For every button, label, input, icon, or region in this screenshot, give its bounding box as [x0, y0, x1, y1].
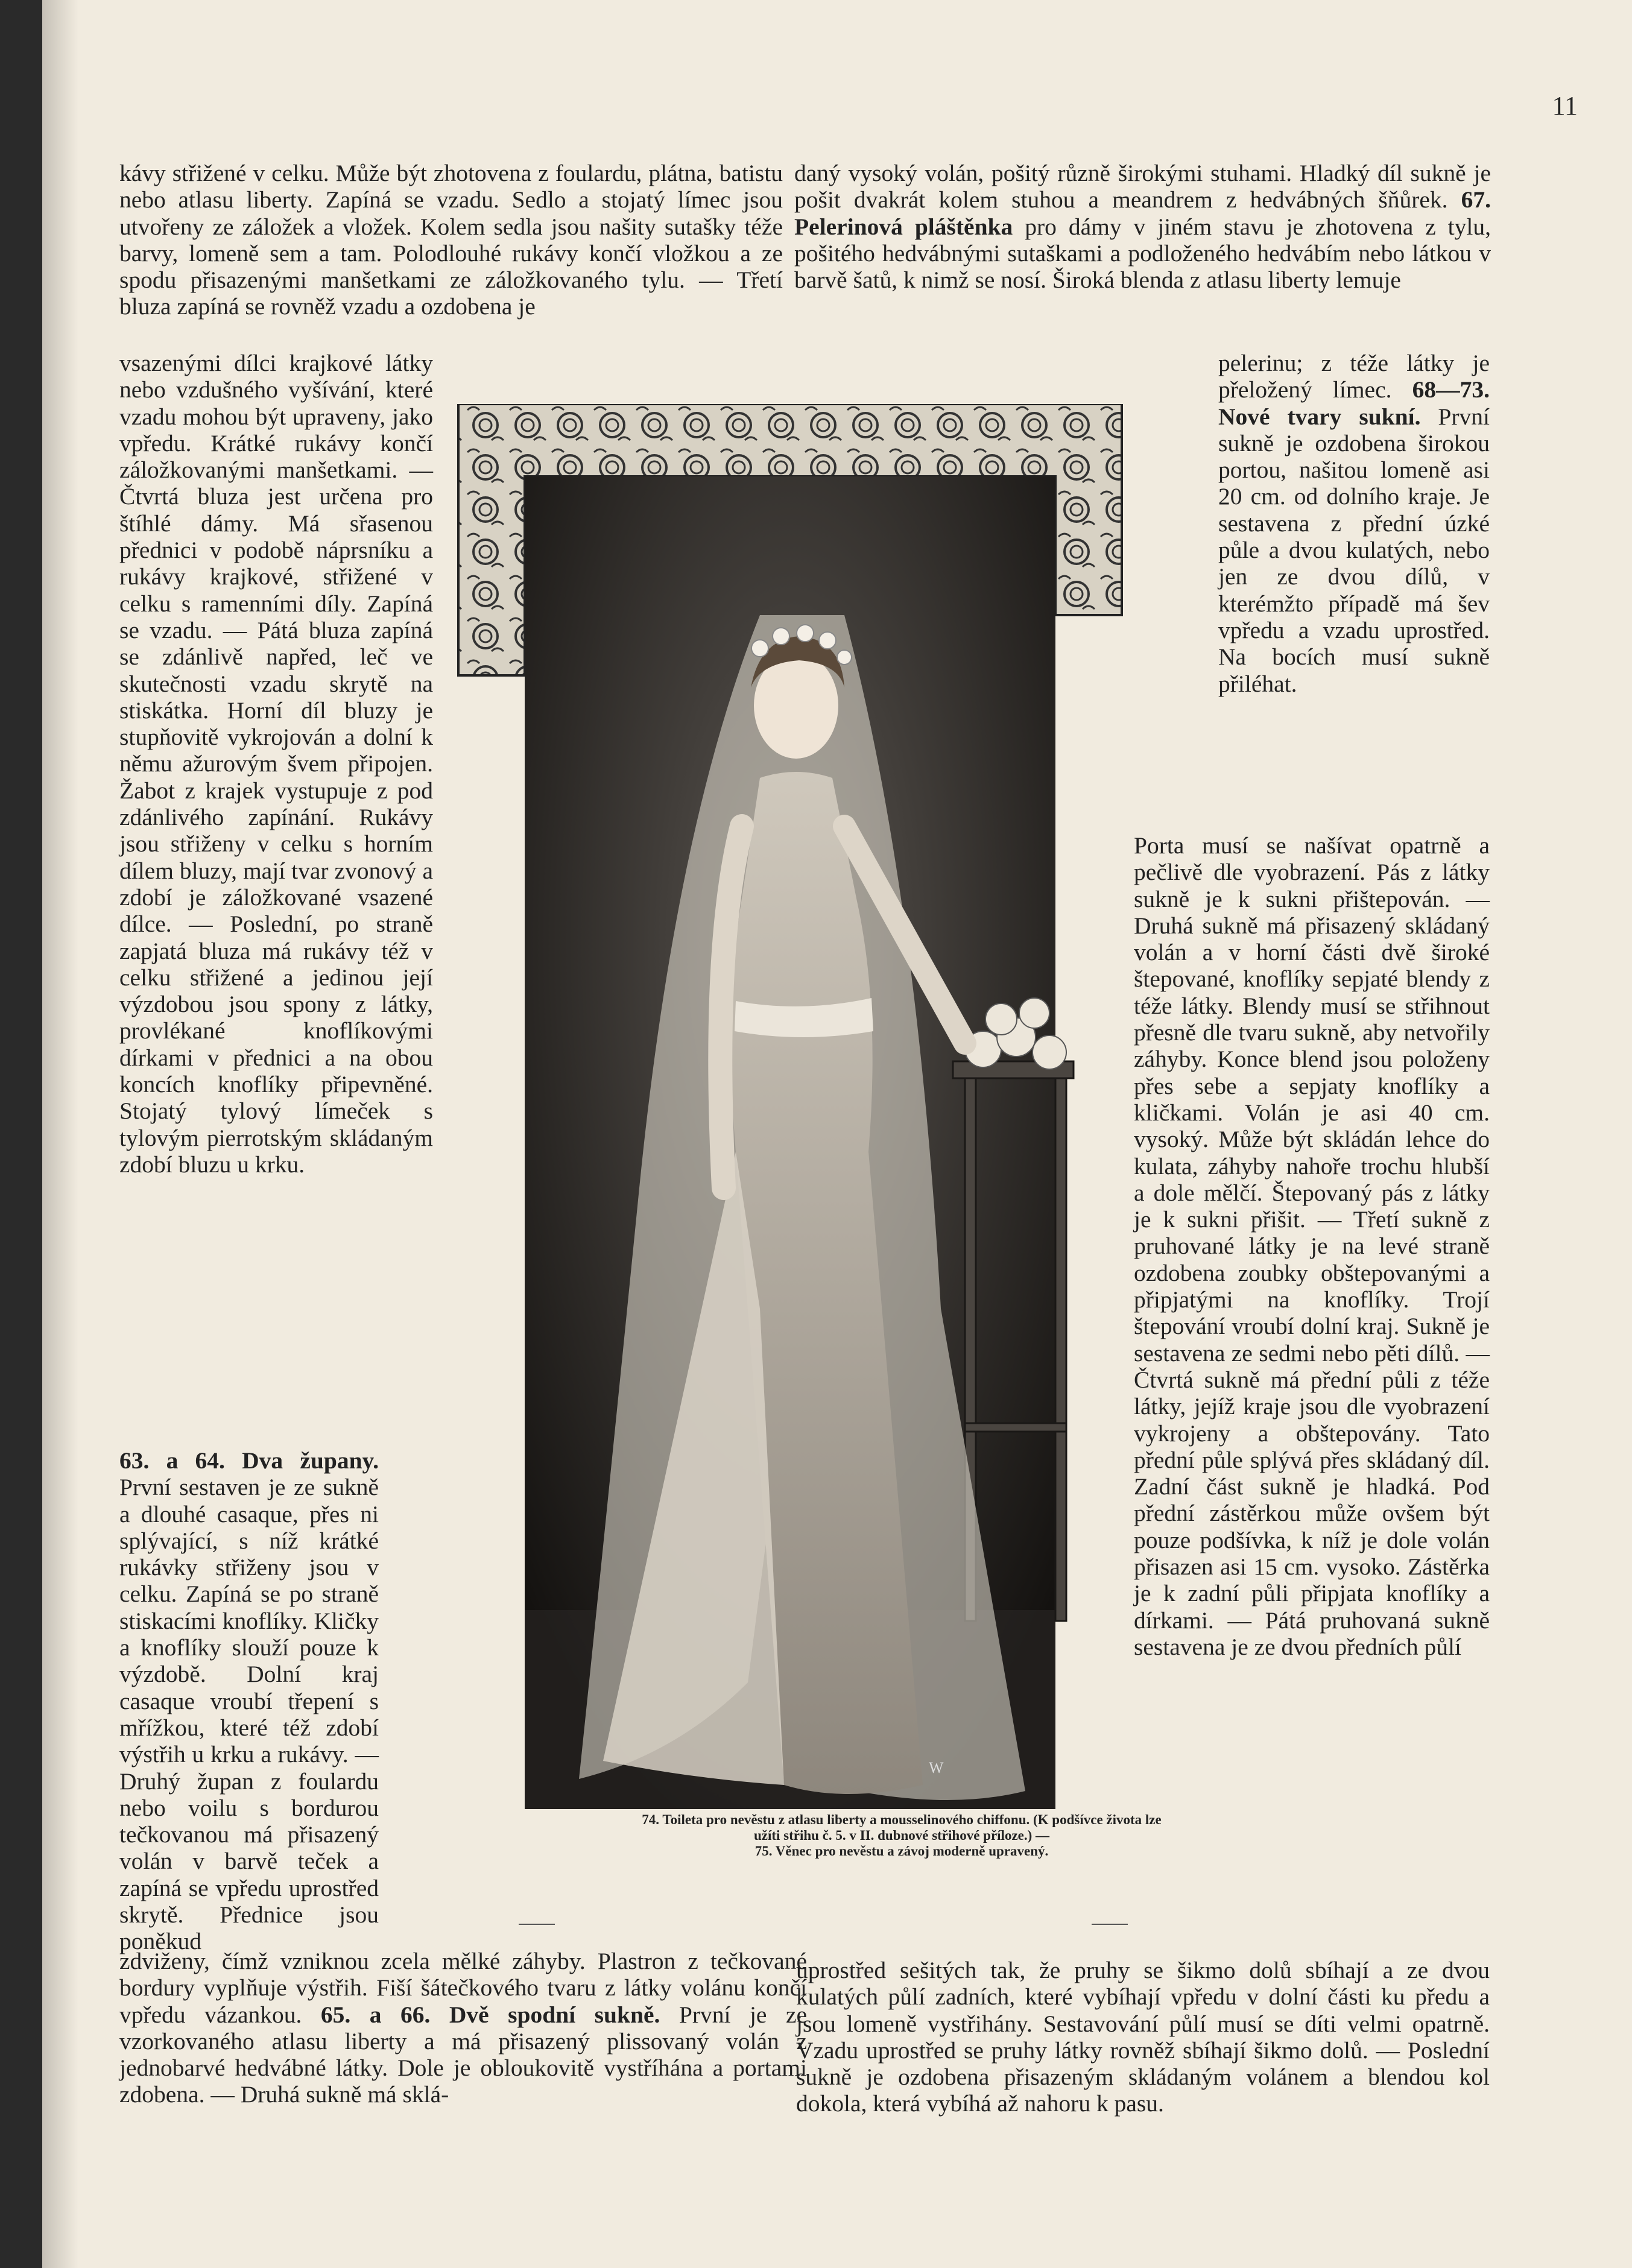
right-column-bottom-text: uprostřed sešitých tak, že pruhy se šikmo dolů sbíhají a ze dvou kulatých půlí zadních, které vybíhají vpředu v dolní části ku předu a jsou lomeně vystřihány. Sestavování půlí musí se díti velmi opatrně. Vzadu uprostřed se pruhy látky rovněž sbíhají šikmo dolů. — Poslední sukně je ozdobena přisazeným skládaným volánem a blendou kol dokola, která vybíhá až nahoru k pasu.: [796, 1957, 1490, 2117]
text-68: První sukně je ozdobena širokou portou, našitou lomeně asi 20 cm. od dolního kraje. Je sestavena z přední úzké půle a dvou kulatých, nebo jen ze dvou dílů, v kterémžto případě má šev vpředu a vzadu uprostřed. Na bocích musí sukně přiléhat.: [1218, 403, 1490, 697]
text-67: pro dámy v jiném stavu je zhotovena z tylu, pošitého hedvábnými sutaškami a podloženého hedvábím nebo látkou v barvě šatů, k nimž se nosí. Široká blenda z atlasu liberty lemuje: [794, 213, 1491, 294]
magazine-page: [42, 0, 1632, 2268]
caption-rule-left: [519, 1924, 555, 1925]
left-bottom-text: zdviženy, čímž vzniknou zcela mělké záhyby. Plastron z tečkované bordury vyplňuje výstřih. Fiší šátečkového tvaru z látky volánu končí vpředu vázankou.: [119, 1948, 807, 2028]
left-column-bottom-text: [119, 1948, 807, 2108]
left-column-middle-text: vsazenými dílci krajkové látky nebo vzdušného vyšívání, které vzadu mohou být upraveny, jako vpředu. Krátké rukávy končí záložkovanými manšetkami. — Čtvrtá bluza jest určena pro štíhlé dámy. Má sřasenou přednici v podobě náprsníku a rukávy krajkové, střižené v celku s ramenními díly. Zapíná se vzadu. — Pátá bluza zapíná se zdánlivě napřed, leč ve skutečnosti vzadu skrytě na stiskátka. Horní díl bluzy je stupňovitě vykrojován a dolní k němu ažurovým švem připojen. Žabot z krajek vystupuje z pod zdánlivého zapínání. Rukávy jsou střiženy v celku s horním dílem bluzy, mají tvar zvonový a zdobí je záložkované vsazené dílce. — Poslední, po straně zapjatá bluza má rukávy též v celku střižené a jedinou její výzdobou jsou spony z látky, provlékané knoflíkovými dírkami v přednici a na obou koncích knoflíky připevněné. Stojatý tylový límeček s tylovým pierrotským skládaným zdobí bluzu u krku.: [119, 350, 433, 1178]
page-number: 11: [1552, 91, 1578, 121]
text-63: První sestaven je ze sukně a dlouhé casaque, přes ni splývající, s níž krátké rukávky střiženy jsou v celku. Zapíná se po straně stiskacími knoflíky. Kličky a knoflíky slouží pouze k výzdobě. Dolní kraj casaque vroubí třepení s mřížkou, které též zdobí výstřih u krku a rukávy. — Druhý župan z foulardu nebo voilu s bordurou tečkovanou má přisazený volán v barvě teček a zapíná se vpředu uprostřed skrytě. Přednice jsou poněkud: [119, 1474, 379, 1955]
artist-monogram: W: [929, 1759, 944, 1777]
heading-68: 68—73. Nové tvary sukní.: [1218, 376, 1490, 430]
right-mid-a-text: pelerinu; z téže látky je přeložený límec.: [1218, 350, 1490, 403]
heading-63: 63. a 64. Dva župany.: [119, 1447, 379, 1474]
caption-rule-right: [1092, 1924, 1128, 1925]
heading-67: 67. Pelerinová pláštěnka: [794, 186, 1491, 240]
left-column-63-text: [119, 1447, 379, 1955]
right-column-top-text: [794, 160, 1491, 293]
right-column-continued-text: Porta musí se našívat opatrně a pečlivě dle vyobrazení. Pás z látky sukně je k sukni přištepován. — Druhá sukně má přisazený skládaný volán a v horní části dvě široké štepované, knoflíky sepjaté blendy z téže látky. Blendy musí se střihnout přesně dle tvaru sukně, aby netvořily záhyby. Konce blend jsou položeny přes sebe a sepjaty knoflíky a kličkami. Volán je asi 40 cm. vysoký. Může být skládán lehce do kulata, záhyby nahoře trochu hlubší a dole mělčí. Štepovaný pás z látky je k sukni přišit. — Třetí sukně z pruhované látky je na levé straně ozdobena zoubky obštepovanými a připjatými na knoflíky. Trojí štepování vroubí dolní kraj. Sukně je sestavena ze sedmi nebo pěti dílů. — Čtvrtá sukně má přední půli z téže látky, jejíž kraje jsou dle vyobrazení vykrojeny a obštepovány. Tato přední půle splývá přes skládaný díl. Zadní část sukně je hladká. Pod přední zástěrkou může ovšem být pouze podšívka, k níž je dole volán přisazen asi 15 cm. vysoko. Zástěrka je k zadní půli připjata knoflíky a dírkami. — Pátá pruhovaná sukně sestavena je ze dvou předních půlí: [1134, 832, 1490, 1660]
bridal-gown-illustration: [422, 404, 1146, 1912]
caption-line-1: 74. Toileta pro nevěstu z atlasu liberty a mousselinového chiffonu. (K podšívce života lze užíti střihu č. 5. v II. dubnové střihové příloze.) —: [642, 1812, 1162, 1843]
left-column-top-text: kávy střižené v celku. Může být zhotovena z foulardu, plátna, batistu nebo atlasu liberty. Zapíná se vzadu. Sedlo a stojatý límec jsou utvořeny ze záložek a vložek. Kolem sedla jsou našity sutašky téže barvy, lomeně sem a tam. Polodlouhé rukávy končí vložkou a ze spodu přisazenými manšetkami ze záložkovaného tylu. — Třetí bluza zapíná se rovněž vzadu a ozdobena je: [119, 160, 783, 320]
caption-line-2: 75. Věnec pro nevěstu a závoj moderně upravený.: [754, 1843, 1049, 1859]
heading-65: 65. a 66. Dvě spodní sukně.: [320, 2001, 660, 2028]
figure-caption: [639, 1812, 1164, 1859]
right-top-text: daný vysoký volán, pošitý různě širokými stuhami. Hladký díl sukně je pošit dvakrát kolem stuhou a meandrem z hedvábných šňůrek.: [794, 160, 1491, 213]
text-65: První je ze vzorkovaného atlasu liberty a má přisazený plissovaný volán z jednobarvé hedvábné látky. Dole je obloukovitě vystříhána a portami zdobena. — Druhá sukně má sklá-: [119, 2001, 808, 2108]
right-column-middle-text: [1218, 350, 1490, 697]
illustration-svg: [422, 404, 1146, 1912]
